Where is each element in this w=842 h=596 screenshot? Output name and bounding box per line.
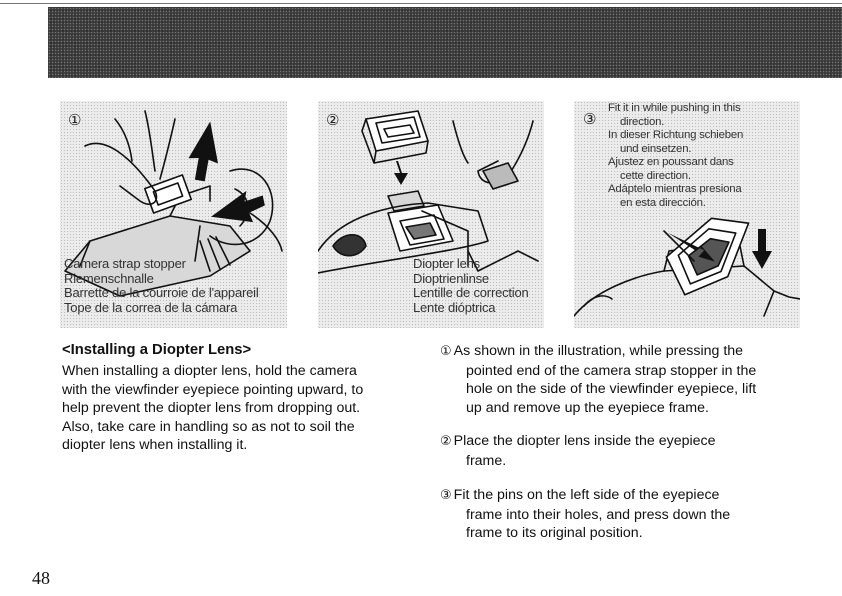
- instruction-line: Adáptelo mientras presiona: [608, 183, 742, 195]
- step-2: [440, 432, 716, 470]
- figure-1-number: ①: [68, 111, 82, 129]
- section-intro: [62, 362, 363, 455]
- instruction-line: In dieser Richtung schieben: [608, 129, 744, 141]
- caption-line: Lentille de correction: [413, 285, 529, 300]
- instruction-line: und einsetzen.: [620, 142, 692, 155]
- intro-line: with the viewfinder eyepiece pointing upward, to: [62, 381, 364, 398]
- intro-line: help prevent the diopter lens from dropping out.: [62, 400, 361, 417]
- figure-diopter-lens: [318, 101, 544, 328]
- step-2-number: ②: [440, 434, 452, 449]
- instruction-line: cette direction.: [620, 169, 691, 182]
- figure-3-number: ③: [583, 110, 597, 128]
- step-1: [440, 342, 756, 417]
- intro-line: Also, take care in handling so as not to soil the: [62, 418, 355, 435]
- caption-line: Diopter lens: [413, 256, 480, 271]
- instruction-line: direction.: [620, 115, 665, 128]
- caption-line: Dioptrienlinse: [413, 270, 489, 286]
- figure-strap-stopper: [60, 101, 287, 328]
- caption-line: Camera strap stopper: [64, 256, 186, 271]
- step-line: hole on the side of the viewfinder eyepiece, lift: [466, 381, 757, 398]
- step-1-number: ①: [440, 344, 452, 359]
- step-line: Place the diopter lens inside the eyepiece: [453, 433, 716, 449]
- intro-line: When installing a diopter lens, hold the camera: [62, 363, 357, 379]
- step-line: As shown in the illustration, while pressing the: [453, 343, 744, 359]
- step-3-number: ③: [440, 488, 452, 503]
- step-line: frame.: [466, 452, 507, 469]
- diopter-lens-caption: [413, 257, 529, 315]
- figure-fit-eyepiece: [574, 101, 800, 328]
- instruction-line: Ajustez en poussant dans: [608, 156, 734, 168]
- strap-stopper-caption: [64, 257, 259, 315]
- caption-line: Barrette de la courroie de l'appareil: [64, 285, 259, 300]
- header-banner: [48, 7, 842, 78]
- step-3: [440, 486, 730, 543]
- step-line: frame to its original position.: [466, 525, 643, 542]
- caption-line: Tope de la correa de la cámara: [64, 299, 238, 315]
- caption-line: Lente dióptrica: [413, 299, 496, 315]
- fit-direction-instructions: [608, 102, 743, 210]
- step-line: up and remove up the eyepiece frame.: [466, 399, 709, 416]
- page-number: 48: [32, 568, 50, 588]
- caption-line: Riemenschnalle: [64, 270, 154, 286]
- instruction-line: en esta dirección.: [620, 196, 706, 209]
- top-rule: [0, 3, 842, 4]
- step-line: Fit the pins on the left side of the eyepiece: [453, 487, 720, 503]
- step-line: pointed end of the camera strap stopper in the: [466, 362, 757, 379]
- step-line: frame into their holes, and press down the: [466, 506, 731, 523]
- section-heading: <Installing a Diopter Lens>: [62, 342, 252, 358]
- intro-line: diopter lens when installing it.: [62, 437, 248, 454]
- figure-2-number: ②: [326, 111, 340, 129]
- instruction-line: Fit it in while pushing in this: [608, 102, 741, 114]
